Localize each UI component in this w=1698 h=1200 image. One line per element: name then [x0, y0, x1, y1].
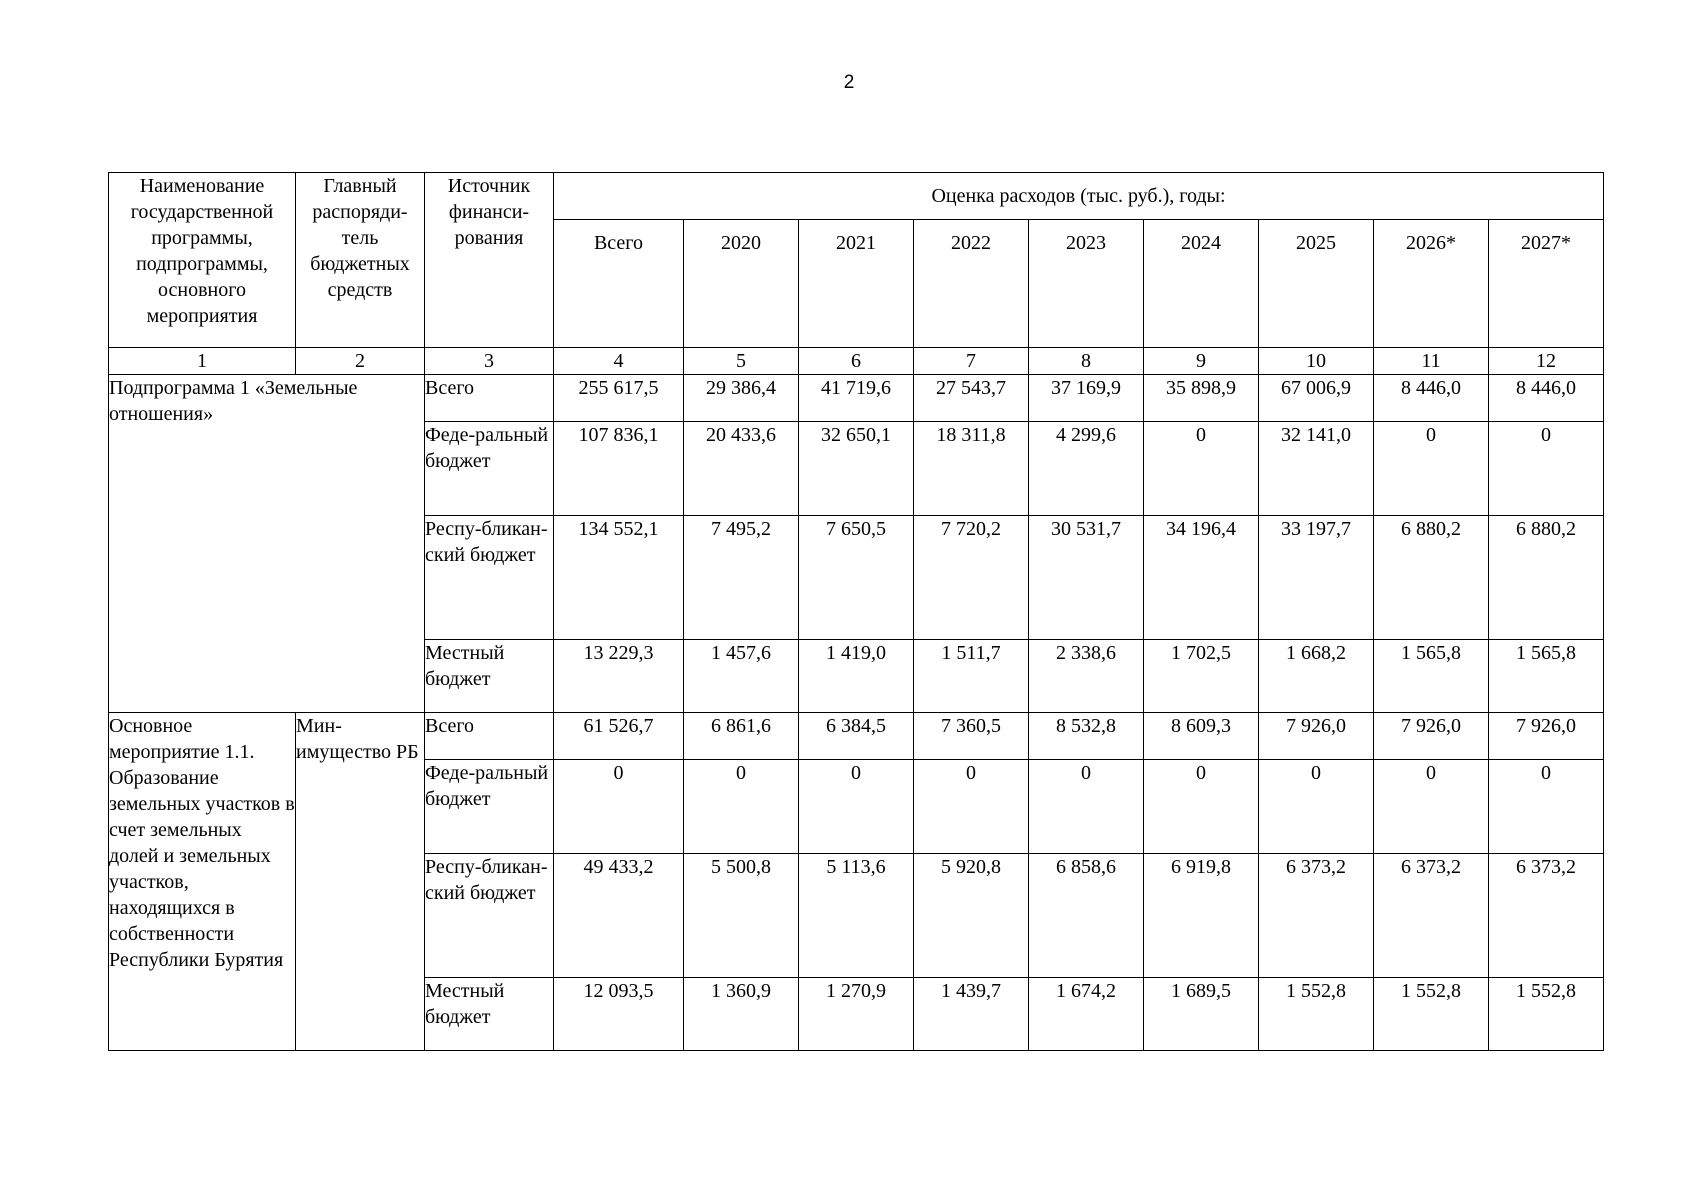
table-row: [109, 375, 1604, 422]
column-number: 4: [554, 348, 684, 375]
expense-value: 8 609,3: [1144, 713, 1259, 760]
expense-value: 107 836,1: [554, 422, 684, 516]
header-year: 2022: [914, 220, 1029, 348]
header-year: 2020: [684, 220, 799, 348]
expense-value: 34 196,4: [1144, 516, 1259, 640]
expense-value: 6 373,2: [1374, 854, 1489, 978]
expense-value: 32 650,1: [799, 422, 914, 516]
column-number: 12: [1489, 348, 1604, 375]
expense-value: 5 920,8: [914, 854, 1029, 978]
header-year: 2026*: [1374, 220, 1489, 348]
funding-source: Респу-бликан-ский бюджет: [425, 516, 554, 640]
expense-value: 0: [914, 760, 1029, 854]
expense-value: 7 926,0: [1374, 713, 1489, 760]
expense-value: 7 926,0: [1259, 713, 1374, 760]
expense-value: 6 919,8: [1144, 854, 1259, 978]
activity-name: Основное мероприятие 1.1. Образование земельных участков в счет земельных долей и земельных участков, находящихся в собственности Республики Бурятия: [109, 713, 296, 1051]
expense-value: 5 113,6: [799, 854, 914, 978]
expense-value: 35 898,9: [1144, 375, 1259, 422]
expense-value: 61 526,7: [554, 713, 684, 760]
expense-value: 13 229,3: [554, 640, 684, 713]
expense-value: 1 419,0: [799, 640, 914, 713]
funding-source: Местный бюджет: [425, 978, 554, 1051]
budget-table: [108, 172, 1604, 1051]
expense-value: 1 668,2: [1259, 640, 1374, 713]
expense-value: 8 446,0: [1374, 375, 1489, 422]
column-number: 10: [1259, 348, 1374, 375]
funding-source: Всего: [425, 713, 554, 760]
expense-value: 1 552,8: [1374, 978, 1489, 1051]
expense-value: 0: [1144, 760, 1259, 854]
funding-source: Местный бюджет: [425, 640, 554, 713]
table-row: [109, 713, 1604, 760]
expense-value: 1 552,8: [1489, 978, 1604, 1051]
expense-value: 2 338,6: [1029, 640, 1144, 713]
expense-value: 0: [1144, 422, 1259, 516]
column-number: 11: [1374, 348, 1489, 375]
subprogram-name: Подпрограмма 1 «Земельные отношения»: [109, 375, 425, 713]
header-funding-source: Источник финанси-рования: [425, 173, 554, 348]
expense-value: 1 565,8: [1374, 640, 1489, 713]
expense-value: 4 299,6: [1029, 422, 1144, 516]
expense-value: 6 384,5: [799, 713, 914, 760]
column-number: 1: [109, 348, 296, 375]
page-number: 2: [843, 72, 855, 93]
expense-value: 29 386,4: [684, 375, 799, 422]
expense-value: 7 720,2: [914, 516, 1029, 640]
expense-value: 255 617,5: [554, 375, 684, 422]
expense-value: 1 270,9: [799, 978, 914, 1051]
expense-value: 18 311,8: [914, 422, 1029, 516]
header-program-name: Наименование государственной программы, подпрограммы, основного мероприятия: [109, 173, 296, 348]
header-year: 2024: [1144, 220, 1259, 348]
expense-value: 1 511,7: [914, 640, 1029, 713]
funding-source: Феде-ральный бюджет: [425, 422, 554, 516]
expense-value: 1 552,8: [1259, 978, 1374, 1051]
column-number: 7: [914, 348, 1029, 375]
expense-value: 7 495,2: [684, 516, 799, 640]
expense-value: 0: [554, 760, 684, 854]
expense-value: 8 532,8: [1029, 713, 1144, 760]
expense-value: 12 093,5: [554, 978, 684, 1051]
expense-value: 0: [1489, 422, 1604, 516]
expense-value: 0: [1374, 422, 1489, 516]
expense-value: 1 689,5: [1144, 978, 1259, 1051]
expense-value: 27 543,7: [914, 375, 1029, 422]
expense-value: 1 674,2: [1029, 978, 1144, 1051]
expense-value: 0: [799, 760, 914, 854]
expense-value: 7 360,5: [914, 713, 1029, 760]
expense-value: 1 360,9: [684, 978, 799, 1051]
header-year: 2025: [1259, 220, 1374, 348]
expense-value: 0: [684, 760, 799, 854]
expense-value: 1 439,7: [914, 978, 1029, 1051]
header-year: 2023: [1029, 220, 1144, 348]
column-number: 9: [1144, 348, 1259, 375]
header-budget-manager: Главный распоряди-тель бюджетных средств: [296, 173, 425, 348]
column-number: 3: [425, 348, 554, 375]
expense-value: 1 702,5: [1144, 640, 1259, 713]
column-number: 5: [684, 348, 799, 375]
expense-value: 41 719,6: [799, 375, 914, 422]
expense-value: 6 861,6: [684, 713, 799, 760]
expense-value: 8 446,0: [1489, 375, 1604, 422]
column-number: 2: [296, 348, 425, 375]
header-year: 2021: [799, 220, 914, 348]
column-number: 8: [1029, 348, 1144, 375]
expense-value: 0: [1489, 760, 1604, 854]
funding-source: Феде-ральный бюджет: [425, 760, 554, 854]
expense-value: 67 006,9: [1259, 375, 1374, 422]
expense-value: 0: [1029, 760, 1144, 854]
expense-value: 5 500,8: [684, 854, 799, 978]
header-expenses-title: Оценка расходов (тыс. руб.), годы:: [554, 173, 1604, 220]
expense-value: 6 880,2: [1374, 516, 1489, 640]
column-number: 6: [799, 348, 914, 375]
expense-value: 49 433,2: [554, 854, 684, 978]
expense-value: 7 650,5: [799, 516, 914, 640]
expense-value: 30 531,7: [1029, 516, 1144, 640]
budget-manager: Мин-имущество РБ: [296, 713, 425, 1051]
expense-value: 6 880,2: [1489, 516, 1604, 640]
expense-value: 134 552,1: [554, 516, 684, 640]
expense-value: 1 457,6: [684, 640, 799, 713]
header-year: 2027*: [1489, 220, 1604, 348]
header-year: Всего: [554, 220, 684, 348]
expense-value: 6 373,2: [1259, 854, 1374, 978]
funding-source: Всего: [425, 375, 554, 422]
expense-value: 32 141,0: [1259, 422, 1374, 516]
expense-value: 7 926,0: [1489, 713, 1604, 760]
expense-value: 37 169,9: [1029, 375, 1144, 422]
funding-source: Респу-бликан-ский бюджет: [425, 854, 554, 978]
expense-value: 20 433,6: [684, 422, 799, 516]
expense-value: 33 197,7: [1259, 516, 1374, 640]
expense-value: 0: [1259, 760, 1374, 854]
expense-value: 6 858,6: [1029, 854, 1144, 978]
expense-value: 1 565,8: [1489, 640, 1604, 713]
expense-value: 0: [1374, 760, 1489, 854]
expense-value: 6 373,2: [1489, 854, 1604, 978]
